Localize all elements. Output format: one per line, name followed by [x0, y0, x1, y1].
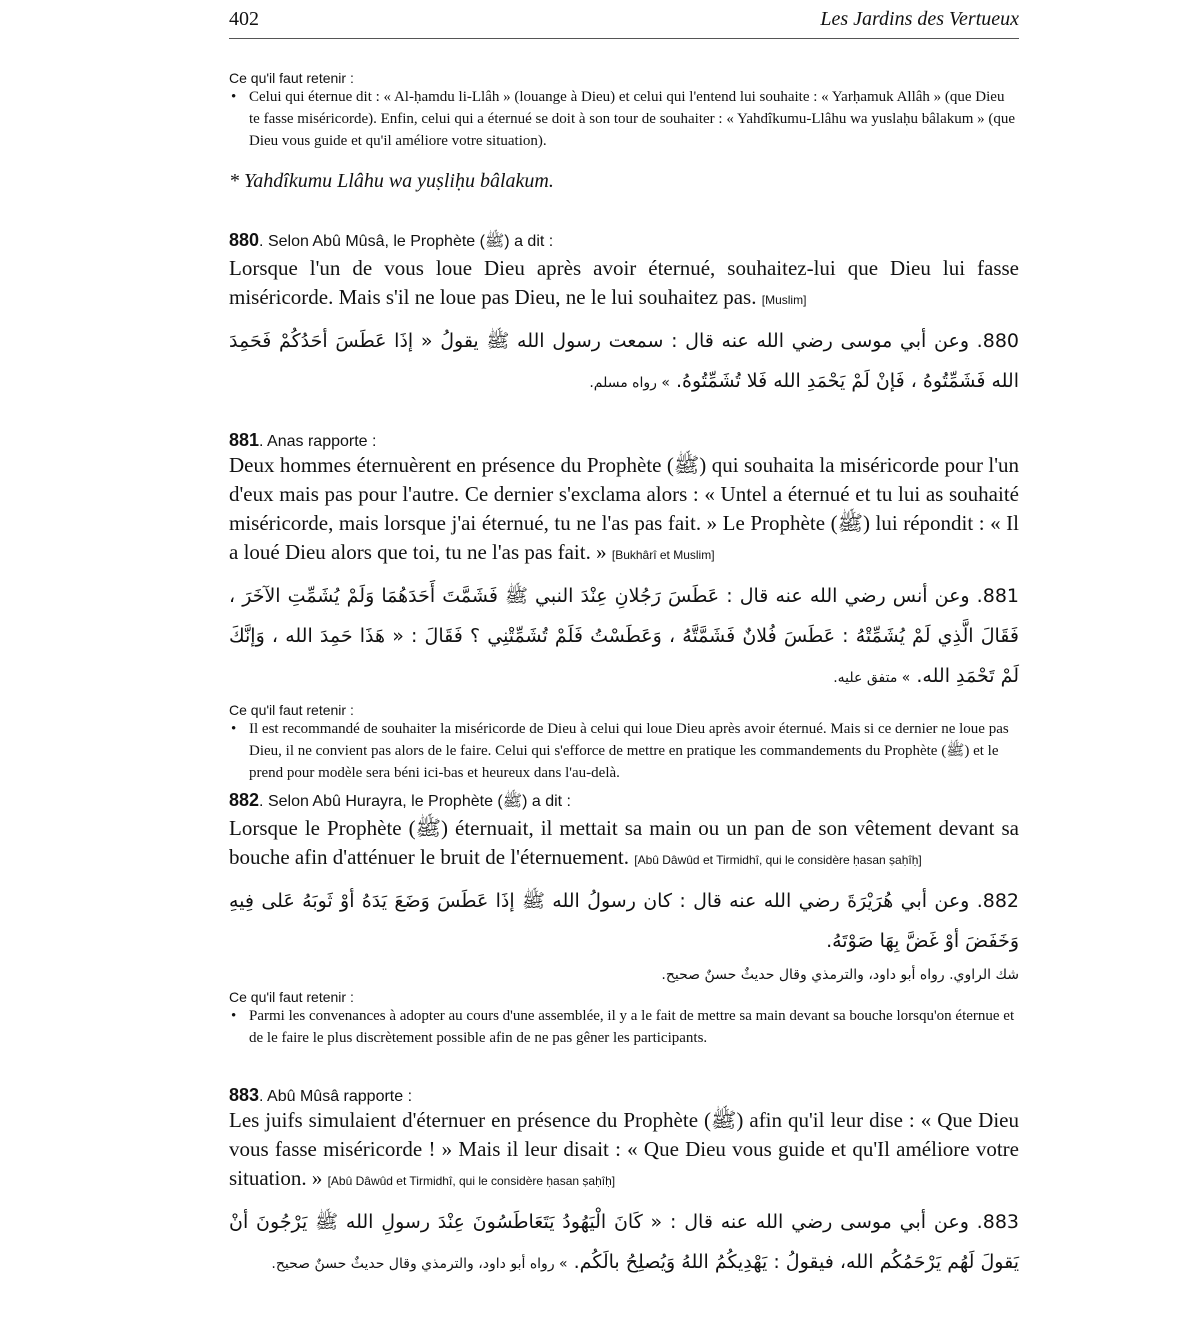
retain-section	[229, 989, 1019, 1049]
translation-text: Les juifs simulaient d'éternuer en présence du Prophète (ﷺ) afin qu'il leur dise : « Que Dieu vous fasse miséricorde ! » Mais il leur disait : « Que Dieu vous guide et qu'Il améliore votre situation. »	[229, 1108, 1019, 1190]
hadith-881	[229, 430, 1019, 784]
hadith-number: 881	[229, 430, 260, 450]
hadith-intro: . Selon Abû Hurayra, le Prophète (ﷺ) a dit :	[259, 793, 571, 810]
hadith-source: [Bukhârî et Muslim]	[611, 548, 715, 562]
hadith-883	[229, 1085, 1019, 1284]
hadith-translation	[229, 814, 1019, 875]
hadith-heading	[229, 230, 1019, 254]
retain-section	[229, 702, 1019, 784]
arabic-text: . وعن أبي موسى رضي الله عنه قال : « كَانَ الْيَهُودُ يَتَعَاطَسُونَ عِنْدَ رسولِ الله ﷺ يَرْجُونَ أنْ يَقولَ لَهُم يَرْحَمُكُم الله، فيقولُ : يَهْدِيكُمُ اللهُ وَيُصلِحُ بالَكُم.	[229, 1211, 1019, 1273]
hadith-arabic	[229, 881, 1019, 961]
arabic-text: . وعن أبي موسى رضي الله عنه قال : سمعت رسول الله ﷺ يقولُ « إذَا عَطَسَ أحَدُكُمْ فَحَمِدَ الله فَشَمِّتُوهُ ، فَإنْ لَمْ يَحْمَدِ الله فَلا تُشَمِّتُوهُ.	[229, 330, 1019, 392]
arabic-reference: » رواه مسلم.	[589, 375, 670, 391]
arabic-reference: » رواه أبو داود، والترمذي وقال حديثٌ حسنٌ صحيح.	[271, 1256, 568, 1272]
retain-bullet: • Celui qui éternue dit : « Al-ḥamdu li-Llâh » (louange à Dieu) et celui qui l'entend lui souhaite : « Yarḥamuk Allâh » (que Dieu te fasse miséricorde). Enfin, celui qui a éternué se doit à son tour de souhaiter : « Yahdîkumu-Llâhu wa yuslaḥu bâlakum » (que Dieu vous guide et qu'il améliore votre situation).	[229, 86, 1019, 152]
hadith-number: 880	[229, 230, 260, 250]
footnote: * Yahdîkumu Llâhu wa yuṣliḥu bâlakum.	[229, 170, 554, 192]
hadith-translation	[229, 1106, 1019, 1196]
arabic-reference: » متفق عليه.	[833, 670, 911, 686]
arabic-number: 882	[982, 890, 1019, 912]
arabic-text: . وعن أنس رضي الله عنه قال : عَطَسَ رَجُلانِ عِنْدَ النبي ﷺ فَشَمَّتَ أَحَدَهُمَا وَلَمْ يُشَمِّتِ الآخَرَ ، فَقَالَ الَّذِي لَمْ يُشَمِّتْهُ : عَطَسَ فُلانٌ فَشَمَّتَّهُ ، وَعَطَسْتُ فَلَمْ تُشَمِّتْنِي ؟ فَقَالَ : « هَذَا حَمِدَ الله ، وَإنَّكَ لَمْ تَحْمَدِ الله.	[229, 585, 1019, 687]
hadith-number: 882	[229, 790, 260, 810]
hadith-intro: . Selon Abû Mûsâ, le Prophète (ﷺ) a dit :	[259, 233, 554, 250]
arabic-reference: شك الراوي. رواه أبو داود، والترمذي وقال حديثٌ حسنٌ صحيح.	[661, 967, 1019, 983]
retain-heading: Ce qu'il faut retenir :	[229, 989, 354, 1005]
hadith-882	[229, 790, 1019, 1049]
hadith-translation	[229, 254, 1019, 315]
hadith-880	[229, 230, 1019, 403]
hadith-translation	[229, 451, 1019, 570]
retain-heading: Ce qu'il faut retenir :	[229, 702, 354, 718]
hadith-arabic	[229, 1202, 1019, 1284]
retain-bullet: • Il est recommandé de souhaiter la miséricorde de Dieu à celui qui loue Dieu après avoir éternué. Mais si ce dernier ne loue pas Dieu, il ne convient pas alors de le faire. Celui qui s'efforce de mettre en pratique les commandements du Prophète (ﷺ) et le prend pour modèle sera béni ici-bas et heureux dans l'au-delà.	[229, 718, 1019, 784]
page-header	[229, 6, 1019, 39]
arabic-number: 880	[982, 330, 1019, 352]
hadith-arabic	[229, 576, 1019, 698]
arabic-number: 883	[982, 1211, 1019, 1233]
hadith-heading	[229, 1085, 1019, 1106]
retain-bullet: • Parmi les convenances à adopter au cours d'une assemblée, il y a le fait de mettre sa main devant sa bouche lorsqu'on éternue et de le faire le plus discrètement possible afin de ne pas gêner les participants.	[229, 1005, 1019, 1049]
hadith-heading	[229, 790, 1019, 814]
retain-section-top	[229, 70, 1019, 152]
hadith-arabic	[229, 321, 1019, 403]
arabic-text: . وعن أبي هُرَيْرَةَ رضي الله عنه قال : كان رسولُ الله ﷺ إذَا عَطَسَ وَضَعَ يَدَهُ أوْ ثَوبَهُ عَلى فِيهِ وَخَفَضَ أوْ غَضَّ بِهَا صَوْتَهُ.	[229, 890, 1019, 952]
hadith-source: [Abû Dâwûd et Tirmidhî, qui le considère ḥasan ṣaḥîḥ]	[327, 1174, 616, 1188]
hadith-source: [Abû Dâwûd et Tirmidhî, qui le considère ḥasan ṣaḥîḥ]	[634, 853, 922, 867]
page-number: 402	[229, 8, 259, 30]
hadith-intro: . Anas rapporte :	[259, 433, 377, 450]
retain-heading: Ce qu'il faut retenir :	[229, 70, 354, 86]
translation-text: Lorsque le Prophète (ﷺ) éternuait, il mettait sa main ou un pan de son vêtement devant sa bouche afin d'atténuer le bruit de l'éternuement.	[229, 816, 1019, 869]
translation-text: Lorsque l'un de vous loue Dieu après avoir éternué, souhaitez-lui que Dieu lui fasse miséricorde. Mais s'il ne loue pas Dieu, ne le lui souhaitez pas.	[229, 256, 1019, 309]
book-title: Les Jardins des Vertueux	[820, 8, 1019, 30]
hadith-number: 883	[229, 1085, 260, 1105]
hadith-source: [Muslim]	[761, 293, 807, 307]
translation-text: Deux hommes éternuèrent en présence du Prophète (ﷺ) qui souhaita la miséricorde pour l'un d'eux mais pas pour l'autre. Ce dernier s'exclama alors : « Untel a éternué et tu lui as souhaité miséricorde, mais lorsque j'ai éternué, tu ne l'as pas fait. » Le Prophète (ﷺ) lui répondit : « Il a loué Dieu alors que toi, tu ne l'as pas fait. »	[229, 453, 1020, 564]
hadith-heading	[229, 430, 1019, 451]
arabic-number: 881	[982, 585, 1019, 607]
hadith-intro: . Abû Mûsâ rapporte :	[259, 1088, 413, 1105]
footnote-block	[229, 170, 1019, 193]
